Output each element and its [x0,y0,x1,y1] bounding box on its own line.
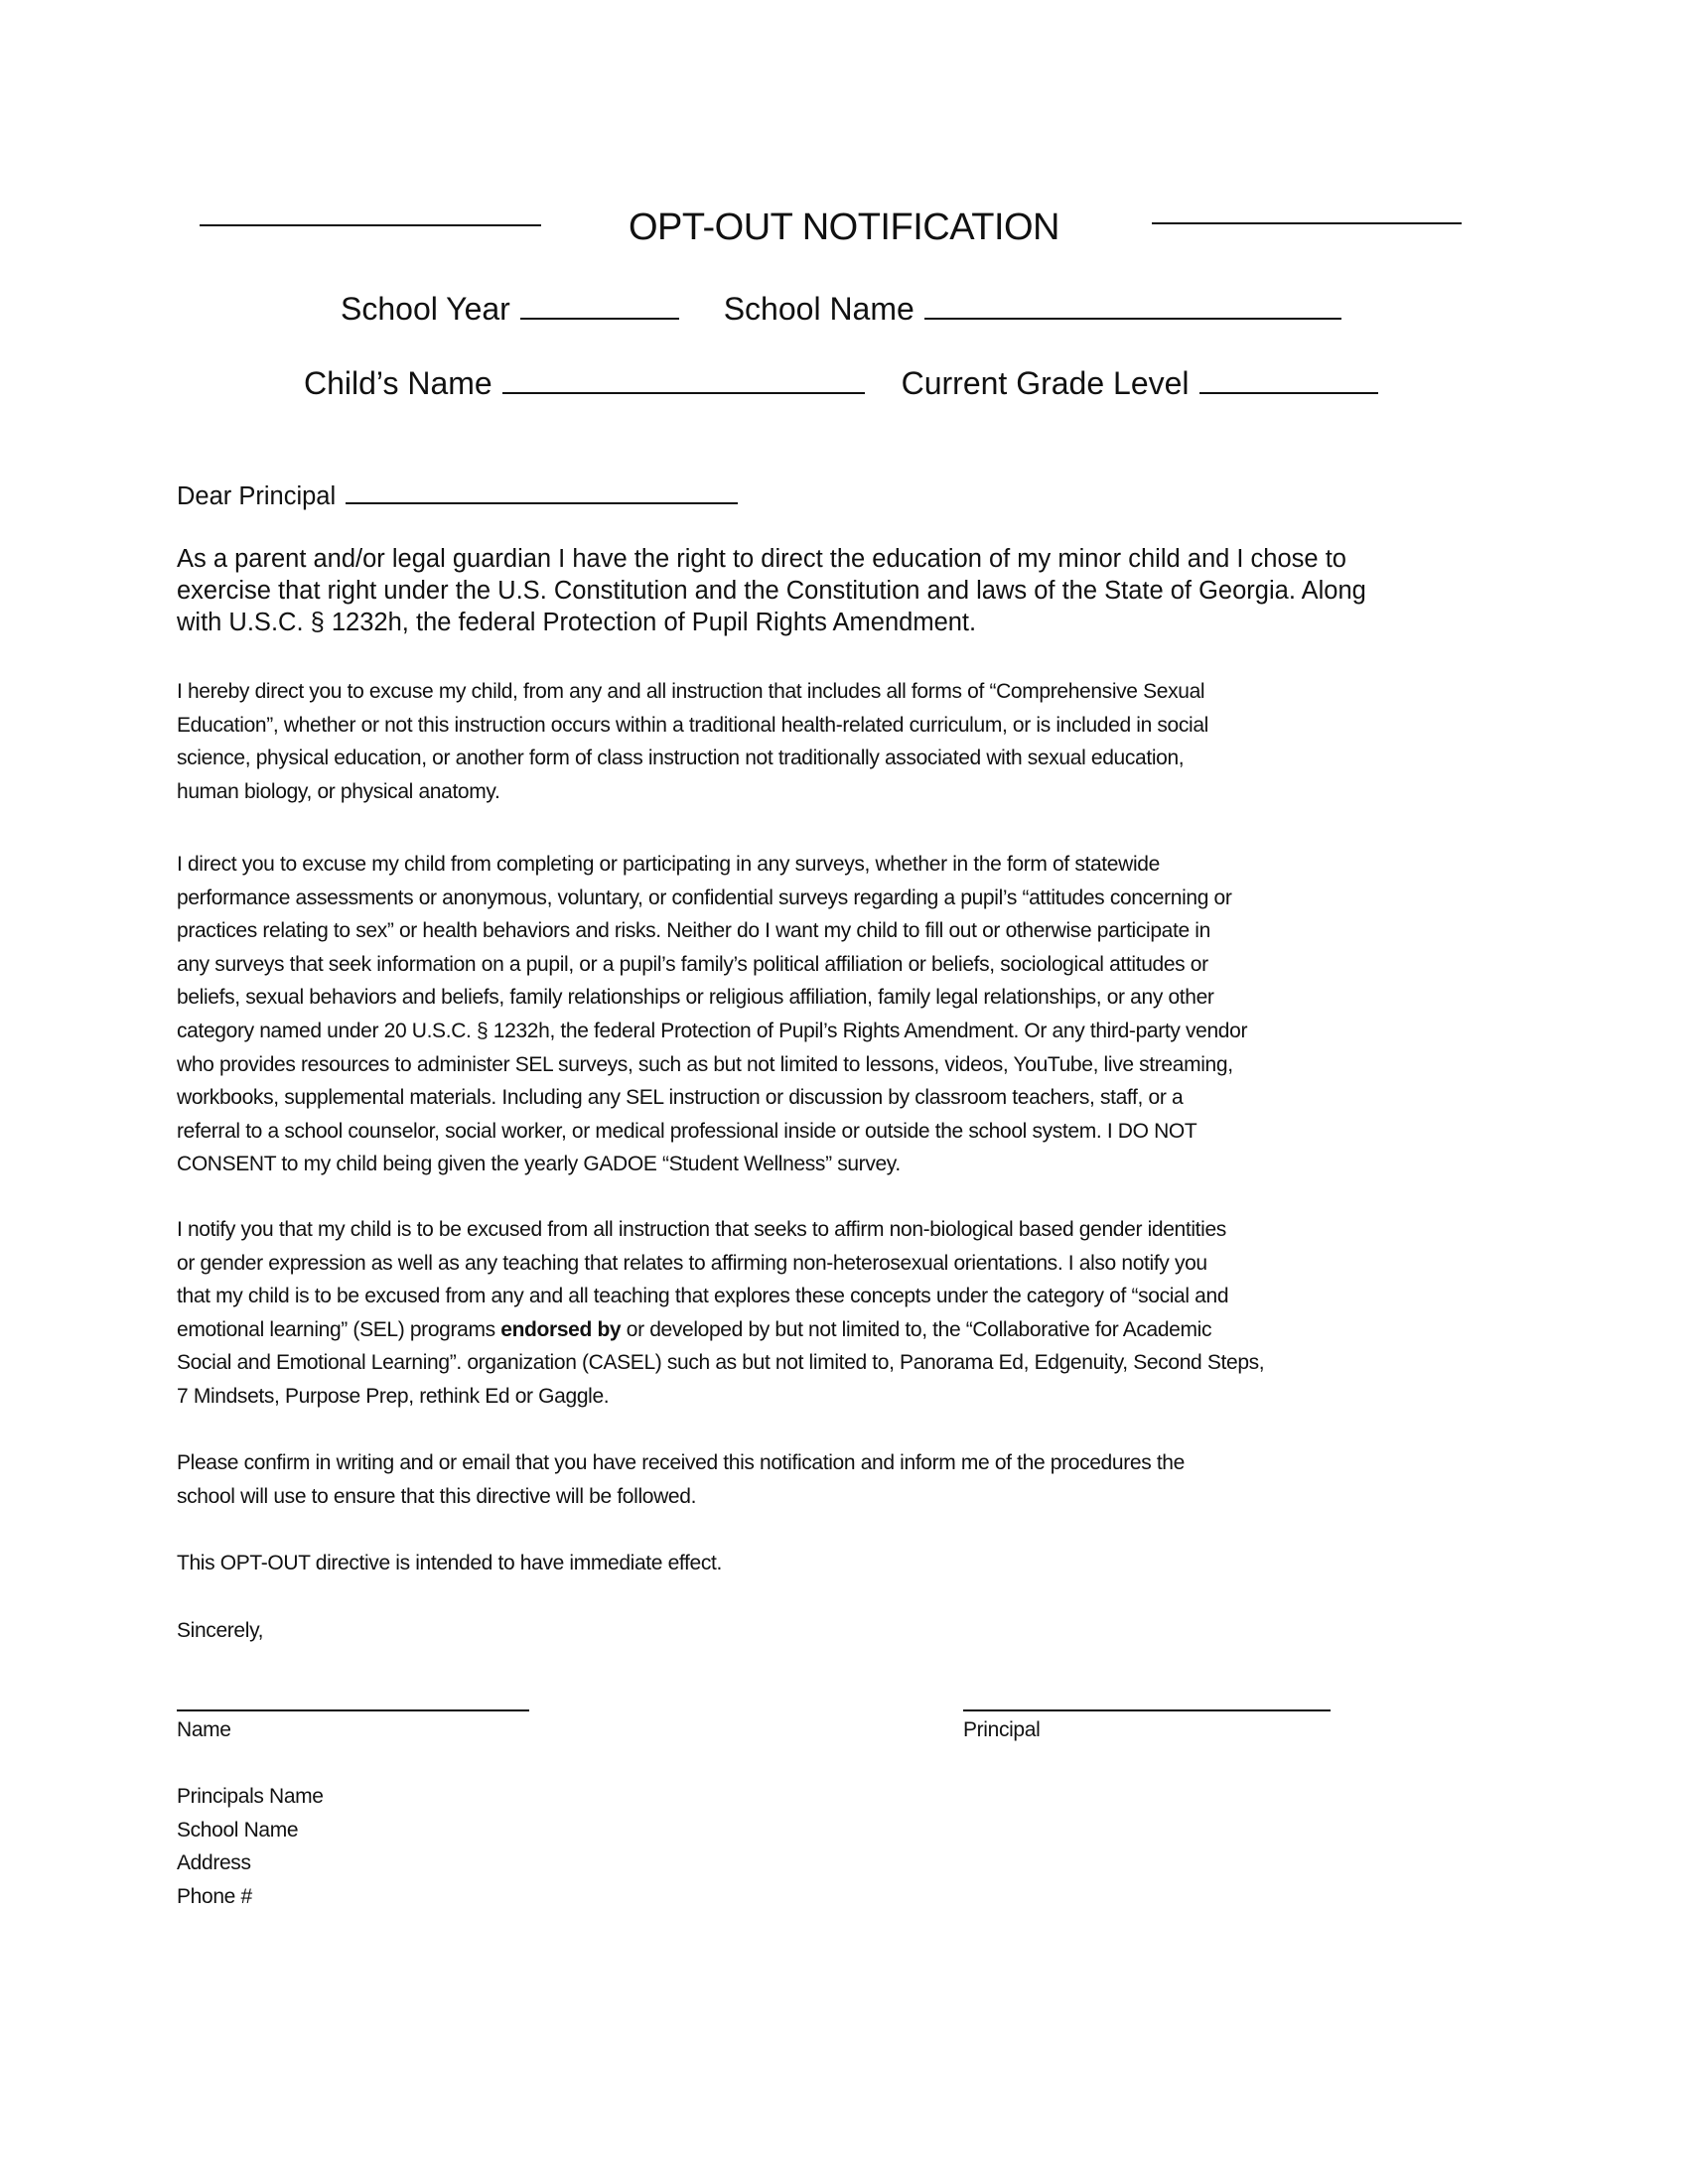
principal-name-blank[interactable] [346,480,738,504]
text-line: As a parent and/or legal guardian I have the right to direct the education of my minor child and I chose to [177,545,1346,573]
text-span: emotional learning” (SEL) programs [177,1317,501,1341]
text-line: exercise that right under the U.S. Constitution and the Constitution and laws of the State of Georgia. Along [177,577,1366,605]
child-name-label: Child’s Name [304,365,492,401]
text-line: beliefs, sexual behaviors and beliefs, family relationships or religious affiliation, family legal relationships, or any other [177,986,1214,1010]
paragraph-rights [177,543,1366,638]
address-line: Principals Name [177,1785,324,1808]
text-line: with U.S.C. § 1232h, the federal Protection of Pupil Rights Amendment. [177,609,977,636]
bold-text: endorsed by [500,1317,622,1341]
text-line: I hereby direct you to excuse my child, from any and all instruction that includes all forms of “Comprehensive Sexual [177,680,1205,703]
salutation [177,480,738,512]
text-line: referral to a school counselor, social worker, or medical professional inside or outside the school system. I DO NOT [177,1119,1197,1143]
text-line: human biology, or physical anatomy. [177,779,500,803]
text-line: school will use to ensure that this directive will be followed. [177,1484,697,1508]
child-name-blank[interactable] [502,366,865,394]
text-line: science, physical education, or another form of class instruction not traditionally associated with sexual education, [177,747,1185,770]
text-line: I notify you that my child is to be excused from all instruction that seeks to affirm non-biological based gender identities [177,1218,1226,1241]
text-line [177,1313,1264,1347]
paragraph-confirm [177,1446,1185,1513]
school-year-blank[interactable] [520,292,679,320]
paragraph-sex-ed [177,675,1208,808]
text-line: performance assessments or anonymous, voluntary, or confidential surveys regarding a pupil’s “attitudes concerning or [177,886,1232,909]
address-line: Phone # [177,1884,252,1908]
closing: Sincerely, [177,1619,264,1642]
text-line: I direct you to excuse my child from completing or participating in any surveys, whether in the form of statewide [177,853,1160,876]
paragraph-gender-sel [177,1213,1264,1414]
salutation-text: Dear Principal [177,482,337,510]
text-line: 7 Mindsets, Purpose Prep, rethink Ed or Gaggle. [177,1384,610,1408]
school-name-label: School Name [723,291,914,327]
text-line: Social and Emotional Learning”. organization (CASEL) such as but not limited to, Panorama Ed, Edgenuity, Second Steps, [177,1351,1265,1375]
signature-line-parent[interactable] [177,1709,529,1711]
text-line: that my child is to be excused from any and all teaching that explores these concepts under the category of “social and [177,1285,1229,1308]
address-line: Address [177,1851,251,1875]
page-title: OPT-OUT NOTIFICATION [628,206,1060,248]
text-line: Education”, whether or not this instruction occurs within a traditional health-related curriculum, or is included in social [177,713,1208,737]
address-line: School Name [177,1818,299,1842]
grade-level-label: Current Grade Level [901,365,1190,401]
signature-name-label: Name [177,1718,231,1741]
text-line: or gender expression as well as any teaching that relates to affirming non-heterosexual orientations. I also notify you [177,1251,1207,1275]
signature-principal-label: Principal [963,1718,1041,1741]
school-year-label: School Year [341,291,510,327]
address-block [177,1780,324,1913]
text-line: who provides resources to administer SEL surveys, such as but not limited to lessons, videos, YouTube, live streaming, [177,1052,1233,1076]
text-line: CONSENT to my child being given the yearly GADOE “Student Wellness” survey. [177,1153,901,1176]
text-span: or developed by but not limited to, the “Collaborative for Academic [621,1317,1212,1341]
text-line: category named under 20 U.S.C. § 1232h, the federal Protection of Pupil’s Rights Amendment. Or any third-party vendor [177,1019,1248,1042]
signature-line-principal[interactable] [963,1709,1331,1711]
text-line: workbooks, supplemental materials. Including any SEL instruction or discussion by classroom teachers, staff, or a [177,1086,1184,1110]
school-name-blank[interactable] [924,292,1341,320]
text-line: Please confirm in writing and or email that you have received this notification and inform me of the procedures the [177,1451,1185,1474]
paragraph-effect: This OPT-OUT directive is intended to have immediate effect. [177,1552,722,1574]
grade-level-blank[interactable] [1199,366,1378,394]
school-year-row [341,291,1341,328]
child-row [304,365,1378,402]
paragraph-surveys [177,848,1247,1181]
text-line: practices relating to sex” or health behaviors and risks. Neither do I want my child to fill out or otherwise participate in [177,919,1210,943]
text-line: any surveys that seek information on a pupil, or a pupil’s family’s political affiliation or beliefs, sociological attitudes or [177,952,1208,976]
